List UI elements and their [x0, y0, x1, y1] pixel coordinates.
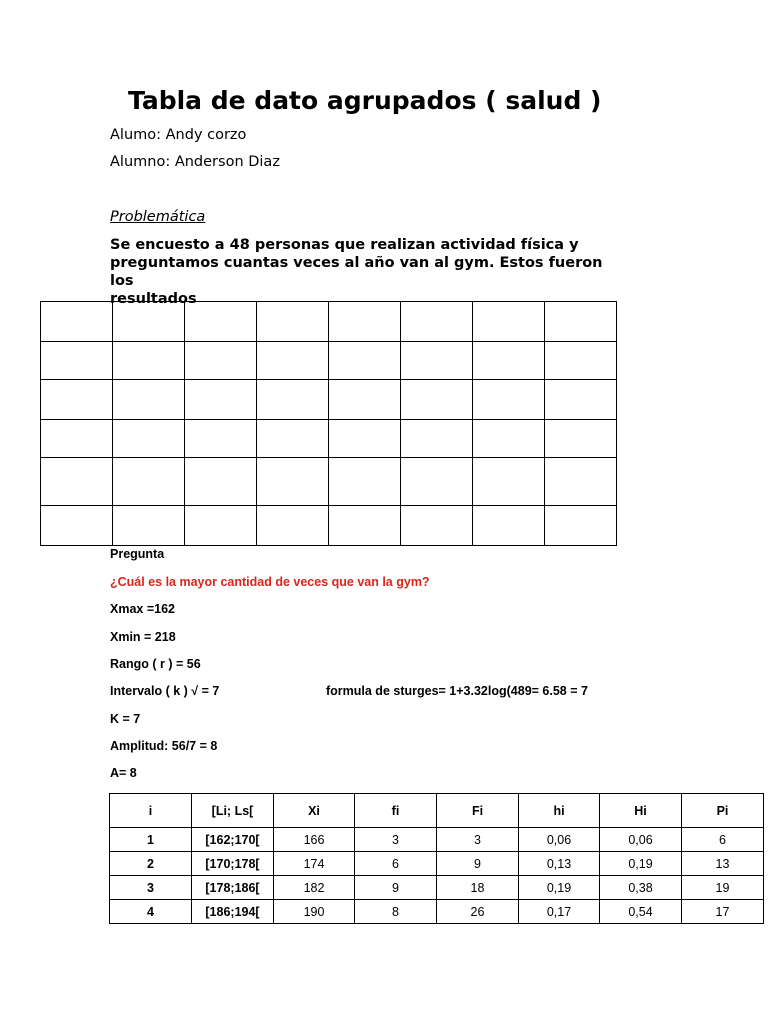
empty-row: [41, 302, 617, 342]
question-text: ¿Cuál es la mayor cantidad de veces que van la gym?: [110, 575, 430, 589]
table-row: [110, 876, 764, 900]
xmax-line: Xmax =162: [110, 602, 175, 616]
cell-pi: 13: [682, 852, 764, 876]
table-row: [110, 852, 764, 876]
cell-interval: [170;178[: [192, 852, 274, 876]
amplitud-line: Amplitud: 56/7 = 8: [110, 739, 218, 753]
cell-xi: 182: [274, 876, 355, 900]
cell-pi: 19: [682, 876, 764, 900]
table-header-row: [110, 794, 764, 828]
cell-Fi: 9: [437, 852, 519, 876]
cell-i: 3: [110, 876, 192, 900]
cell-i: 4: [110, 900, 192, 924]
table-row: [110, 828, 764, 852]
cell-fi: 6: [355, 852, 437, 876]
cell-Fi: 18: [437, 876, 519, 900]
problem-line: Se encuesto a 48 personas que realizan actividad física y: [110, 237, 579, 253]
xmin-line: Xmin = 218: [110, 630, 176, 644]
cell-Fi: 3: [437, 828, 519, 852]
table-row: [110, 900, 764, 924]
header-fi: fi: [355, 794, 437, 828]
pregunta-label: Pregunta: [110, 547, 165, 561]
header-pi: Pi: [682, 794, 764, 828]
cell-xi: 190: [274, 900, 355, 924]
cell-hi: 0,13: [519, 852, 600, 876]
empty-data-grid: [40, 301, 617, 546]
cell-Hi: 0,06: [600, 828, 682, 852]
cell-pi: 17: [682, 900, 764, 924]
header-interval: [Li; Ls[: [192, 794, 274, 828]
rango-line: Rango ( r ) = 56: [110, 657, 201, 671]
empty-row: [41, 458, 617, 506]
empty-row: [41, 342, 617, 380]
cell-fi: 8: [355, 900, 437, 924]
cell-Hi: 0,54: [600, 900, 682, 924]
cell-hi: 0,06: [519, 828, 600, 852]
header-i: i: [110, 794, 192, 828]
cell-xi: 166: [274, 828, 355, 852]
header-xi: Xi: [274, 794, 355, 828]
cell-xi: 174: [274, 852, 355, 876]
cell-hi: 0,17: [519, 900, 600, 924]
cell-interval: [178;186[: [192, 876, 274, 900]
empty-row: [41, 420, 617, 458]
problem-line: resultados: [110, 291, 197, 307]
problem-line: preguntamos cuantas veces al año van al gym. Estos fueron los: [110, 255, 603, 289]
cell-Hi: 0,38: [600, 876, 682, 900]
header-Fi: Fi: [437, 794, 519, 828]
cell-fi: 3: [355, 828, 437, 852]
k-line: K = 7: [110, 712, 141, 726]
header-hi: hi: [519, 794, 600, 828]
frequency-table: [109, 793, 764, 924]
problem-heading: Problemática: [110, 209, 206, 225]
sturges-formula: formula de sturges= 1+3.32log(489= 6.58 = 7: [326, 684, 588, 698]
cell-Hi: 0,19: [600, 852, 682, 876]
cell-i: 1: [110, 828, 192, 852]
cell-interval: [162;170[: [192, 828, 274, 852]
header-Hi: Hi: [600, 794, 682, 828]
cell-hi: 0,19: [519, 876, 600, 900]
problem-statement: [110, 236, 630, 308]
a-line: A= 8: [110, 766, 137, 780]
empty-row: [41, 506, 617, 546]
cell-interval: [186;194[: [192, 900, 274, 924]
cell-i: 2: [110, 852, 192, 876]
cell-pi: 6: [682, 828, 764, 852]
cell-Fi: 26: [437, 900, 519, 924]
student-1: Alumo: Andy corzo: [110, 127, 247, 143]
empty-row: [41, 380, 617, 420]
page-title: Tabla de dato agrupados ( salud ): [128, 86, 602, 115]
student-2: Alumno: Anderson Diaz: [110, 154, 280, 170]
cell-fi: 9: [355, 876, 437, 900]
intervalo-line: Intervalo ( k ) √ = 7: [110, 684, 220, 698]
